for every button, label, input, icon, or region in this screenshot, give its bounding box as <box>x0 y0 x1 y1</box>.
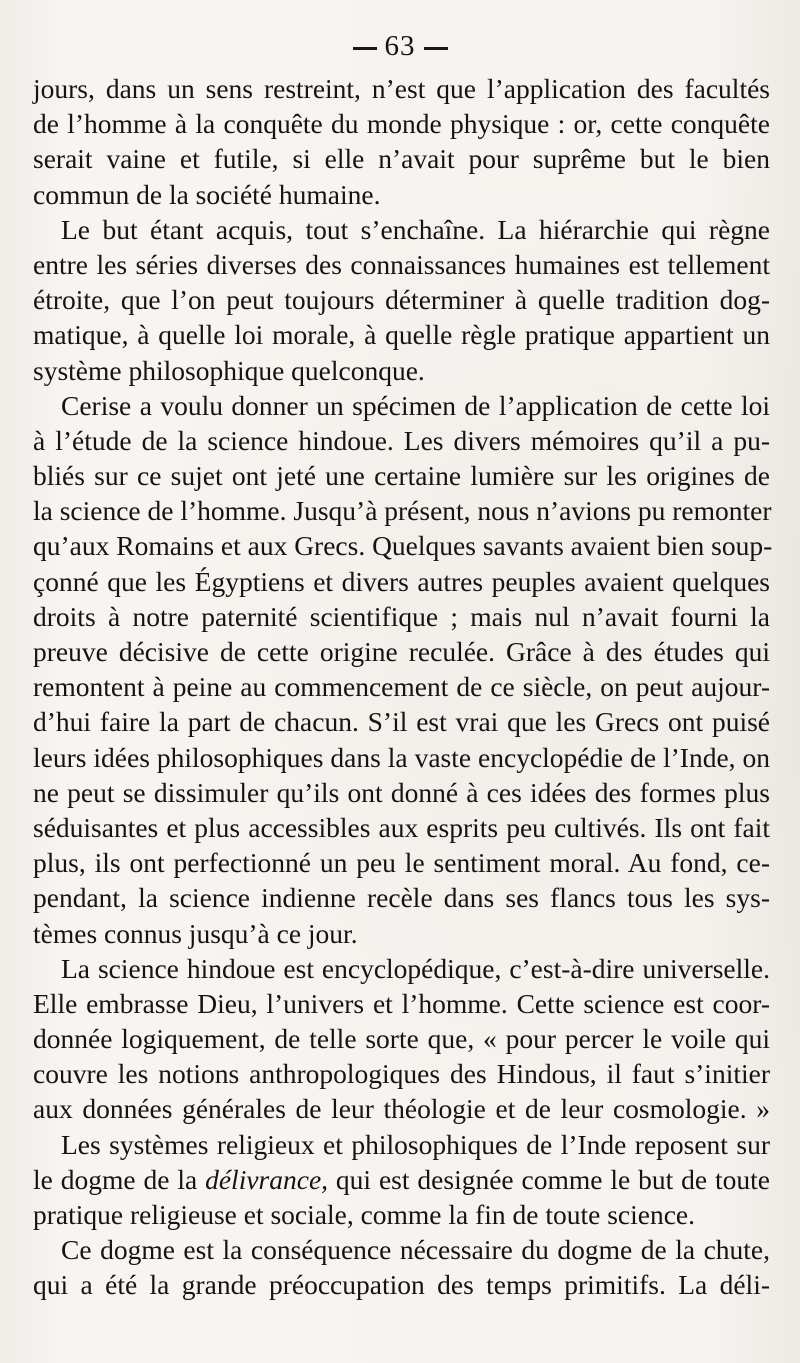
text-line: tèmes connus jusqu’à ce jour. <box>33 917 358 949</box>
text-line: pratique religieuse et sociale, comme la fin de toute science. <box>33 1199 696 1230</box>
text-line: Les systèmes religieux et philosophiques de l’Inde reposent sur <box>61 1128 770 1160</box>
left-dash <box>353 47 377 50</box>
text-line: Elle embrasse Dieu, l’univers et l’homme. Cette science est coor- <box>33 987 770 1019</box>
text-line: étroite, que l’on peut toujours déterminer à quelle tradition dog- <box>33 284 770 316</box>
body-text <box>33 71 773 1303</box>
text-line: jours, dans un sens restreint, n’est que l’application des facultés <box>33 73 770 104</box>
text-line: entre les séries diverses des connaissances humaines est tellement <box>33 248 770 280</box>
page-number: 63 <box>384 30 416 62</box>
text-line: remontent à peine au commencement de ce siècle, on peut aujour- <box>33 671 770 703</box>
text-line: à l’étude de la science hindoue. Les divers mémoires qu’il a pu- <box>33 424 770 456</box>
text-line: commun de la société humaine. <box>33 178 381 210</box>
text-line: couvre les notions anthropologiques des Hindous, il faut s’initier <box>33 1058 770 1090</box>
text-line: aux données générales de leur théologie et de leur cosmologie. » <box>33 1093 770 1125</box>
italic-word: délivrance, <box>205 1163 329 1195</box>
text-line: pendant, la science indienne recèle dans ses flancs tous les sys- <box>33 882 770 914</box>
text-line: bliés sur ce sujet ont jeté une certaine lumière sur les origines de <box>33 460 770 492</box>
text-line: serait vaine et futile, si elle n’avait pour suprême but le bien <box>33 143 770 175</box>
text-line: Cerise a voulu donner un spécimen de l’application de cette loi <box>61 389 770 421</box>
text-line: preuve décisive de cette origine reculée. Grâce à des études qui <box>33 636 770 667</box>
text-line: plus, ils ont perfectionné un peu le sentiment moral. Au fond, ce- <box>33 847 770 879</box>
text-line: le dogme de la délivrance, qui est designée comme le but de toute <box>33 1163 770 1195</box>
text-line: Le but étant acquis, tout s’enchaîne. La hiérarchie qui règne <box>61 213 770 245</box>
page-number-header <box>0 30 800 63</box>
text-line: leurs idées philosophiques dans la vaste encyclopédie de l’Inde, on <box>33 741 770 773</box>
text-line: Ce dogme est la conséquence nécessaire du dogme de la chute, <box>61 1234 770 1266</box>
text-line: qui a été la grande préoccupation des temps primitifs. La déli- <box>33 1269 770 1301</box>
text-line: la science de l’homme. Jusqu’à présent, nous n’avions pu remonter <box>33 495 772 527</box>
text-line: ne peut se dissimuler qu’ils ont donné à ces idées des formes plus <box>33 776 770 808</box>
text-line: çonné que les Égyptiens et divers autres peuples avaient quelques <box>33 565 770 597</box>
text-line: qu’aux Romains et aux Grecs. Quelques savants avaient bien soup- <box>33 530 773 562</box>
right-dash <box>424 47 448 50</box>
text-line: système philosophique quelconque. <box>33 354 425 386</box>
text-line: d’hui faire la part de chacun. S’il est vrai que les Grecs ont puisé <box>33 706 770 738</box>
text-line: donnée logiquement, de telle sorte que, « pour percer le voile qui <box>33 1023 770 1055</box>
text-line: de l’homme à la conquête du monde physique : or, cette conquête <box>33 108 770 140</box>
text-line: séduisantes et plus accessibles aux esprits peu cultivés. Ils ont fait <box>33 811 770 843</box>
text-line: droits à notre paternité scientifique ; mais nul n’avait fourni la <box>33 600 770 632</box>
text-line: matique, à quelle loi morale, à quelle règle pratique appartient un <box>33 319 770 351</box>
text-line: La science hindoue est encyclopédique, c’est-à-dire universelle. <box>61 952 770 984</box>
